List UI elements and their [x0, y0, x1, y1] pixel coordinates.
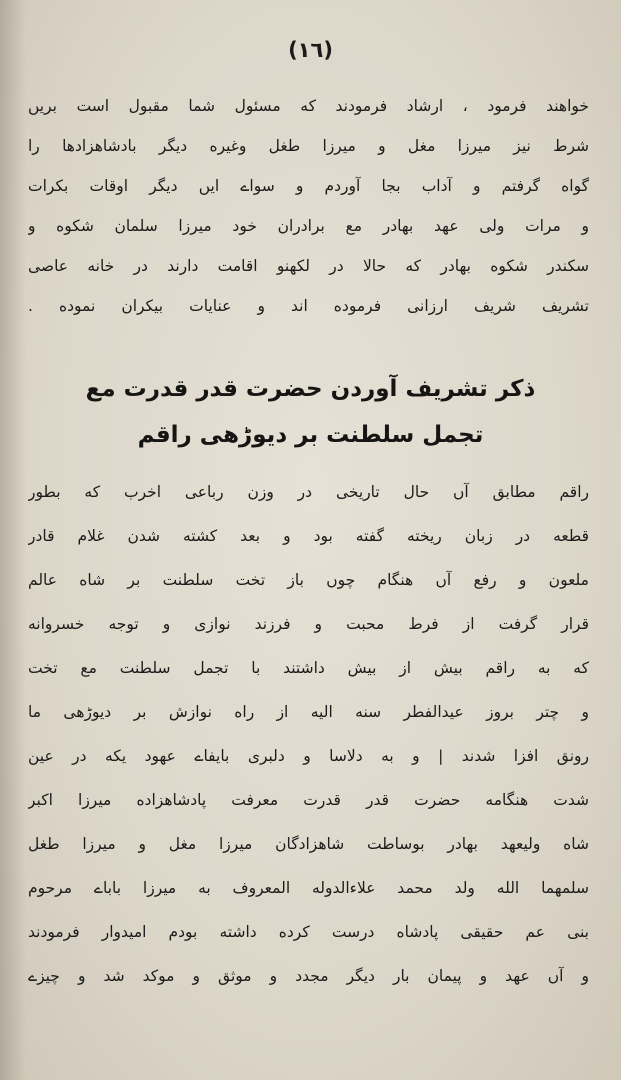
- section-heading: [40, 366, 581, 458]
- text-line: قطعه در زبان ریخته گفته بود و بعد کشته شدن غلام قادر: [28, 527, 589, 545]
- paragraph-1: [28, 86, 589, 326]
- text-line: و آں عهد و پیمان بار دیگر مجدد و موثق و موکد شد و چیزے: [28, 967, 589, 985]
- text-line: بنی عم حقیقی پادشاه درست کرده داشته بودم امیدوار فرمودند: [28, 923, 589, 941]
- text-line: خواهند فرمود ، ارشاد فرمودند که مسئول شما مقبول است بریں: [28, 97, 589, 115]
- page-gutter-shadow: [0, 0, 26, 1080]
- text-line: قرار گرفت از فرط محبت و فرزند نوازی و توجه خسروانه: [28, 615, 589, 633]
- text-line: سلمهما الله ولد محمد علاءالدوله المعروف به میرزا باباے مرحوم: [28, 879, 589, 897]
- text-line: گواه گرفتم و آداب بجا آوردم و سواے ایں دیگر اوقات بکرات: [28, 177, 589, 195]
- text-line: ملعون و رفع آں هنگام چوں باز تخت سلطنت بر شاه عالم: [28, 571, 589, 589]
- text-line: و چتر بروز عیدالفطر سنه الیه از راه نوازش بر دیوڑهی ما: [28, 703, 589, 721]
- heading-line: تجمل سلطنت بر دیوڑهی راقم: [137, 422, 484, 448]
- text-line: راقم مطابق آں حال تاریخی در وزن رباعی اخرب که بطور: [28, 483, 589, 501]
- text-line: سکندر شکوه بهادر که حالا در لکهنو اقامت دارند در خانه عاصی: [28, 257, 589, 275]
- text-line: تشریف شریف ارزانی فرموده اند و عنایات بیکران نموده .: [28, 297, 589, 315]
- text-line: و مرات ولی عهد بهادر مع برادران خود میرزا سلمان شکوه و: [28, 217, 589, 235]
- paragraph-2: [28, 470, 589, 998]
- text-line: شاه ولیعهد بهادر بوساطت شاهزادگان میرزا مغل و میرزا طغل: [28, 835, 589, 853]
- page-number: (۱٦): [288, 38, 333, 62]
- text-line: رونق افزا شدند | و به دلاسا و دلبری بایفاے عهود یکه در عین: [28, 747, 589, 765]
- heading-line: ذکر تشریف آوردن حضرت قدر قدرت مع: [85, 376, 536, 402]
- text-line: شدت هنگامه حضرت قدر قدرت معرفت پادشاهزاده میرزا اکبر: [28, 791, 589, 809]
- text-line: شرط نیز میرزا مغل و میرزا طغل وغیره دیگر بادشاهزادها را: [28, 137, 589, 155]
- text-line: که به راقم بیش از بیش داشتند با تجمل سلطنت مع تخت: [28, 659, 589, 677]
